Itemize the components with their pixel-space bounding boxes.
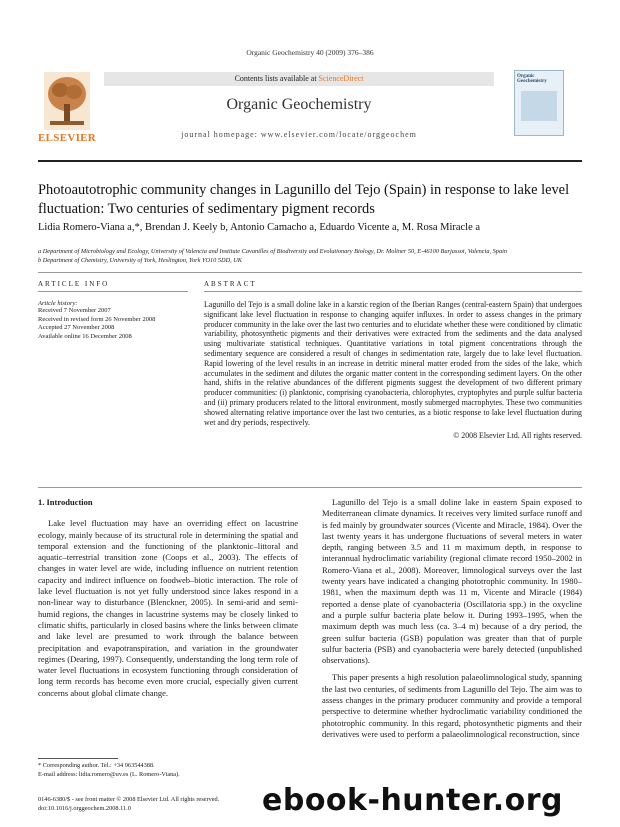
contents-bar — [104, 72, 494, 86]
footnote-rule — [38, 758, 118, 759]
affiliations — [38, 247, 588, 265]
article-info — [38, 280, 188, 341]
intro-paragraph: Lake level fluctuation may have an overriding effect on lacustrine ecology, mainly because of its structural role in determining the spatial and temporal extension and the functioning of the planktonic–littoral and aquatic–terrestrial transition zone (Coops et al., 2003). The effects of changes in water level are wide, including influence on nutrient retention capacity and indirect influence on foodweb–biotic interaction. The role of lake level fluctuation is not yet fully understood since lakes respond in a non-linear way to disturbance (Blenckner, 2005). In semi-arid and semi-humid regions, the changes in lacustrine systems may be closely linked to climatic shifts, particularly in closed basins where the links between climate and lake level are presumed to work through the balance between precipitation and evapotranspiration, and variation in the groundwater regimes (Dearing, 1997). Consequently, understanding the long term role of water level fluctuations in ecosystem functioning through consideration of long term records has become even more crucial, especially given current concerns about global climate change. — [38, 518, 298, 698]
history-received: Received 7 November 2007 — [38, 307, 111, 314]
contents-text: Contents lists available at — [234, 74, 319, 83]
article-info-rule — [38, 291, 188, 292]
journal-banner — [104, 68, 494, 154]
abstract-bottom-divider — [38, 487, 582, 488]
elsevier-logo — [38, 68, 96, 154]
abstract-rule — [204, 291, 582, 292]
cover-image — [521, 91, 557, 121]
sciencedirect-link[interactable]: ScienceDirect — [318, 74, 364, 83]
history-online: Available online 16 December 2008 — [38, 332, 132, 340]
masthead-divider — [38, 160, 582, 162]
intro-heading: 1. Introduction — [38, 497, 93, 507]
elsevier-tree-icon — [44, 72, 90, 130]
corresponding-author: * Corresponding author. Tel.: +34 963544388. — [38, 762, 155, 769]
history-heading: Article history: — [38, 300, 78, 307]
cover-title: Organic Geochemistry — [517, 74, 547, 84]
journal-cover-thumbnail — [514, 70, 564, 136]
body-right-column — [322, 497, 582, 746]
author-list: Lidia Romero-Viana a,*, Brendan J. Keely b, Antonio Camacho a, Eduardo Vicente a, M. Rosa Miracle a — [38, 222, 481, 233]
article-title: Photoautotrophic community changes in Lagunillo del Tejo (Spain) in response to lake level fluctuation: Two centuries of sedimentary pigment records — [38, 182, 570, 217]
journal-title: Organic Geochemistry — [226, 96, 372, 113]
abstract-heading: ABSTRACT — [204, 280, 257, 288]
journal-homepage[interactable]: journal homepage: www.elsevier.com/locate/orggeochem — [181, 130, 417, 139]
abstract-text: Lagunillo del Tejo is a small doline lake in a karstic region of the Iberian Ranges (central-eastern Spain) that undergoes significant lake level fluctuation in response to changing aquifer influxes. In order to assess changes in the primary producer community in the lake over the last two centuries and to elucidate whether these were conditioned by climatic variability, photosynthetic pigments and their derivatives were extracted from the sediments and the data analysed using multivariate statistical techniques. Quantitative variations in total pigment concentrations through the sedimentary sequence are considered a result of changes in sedimentation rate, largely due to lake level fluctuation. Rapid lowering of the level results in an increase in detritic mineral matter eroded from the sides of the lake, which accumulates in the sediment and dilutes the organic matter content in the corresponding sediment layers. On the other hand, shifts in the relative abundances of the different pigments suggest the development of two different primary producer communities: (i) planktonic, comprising cyanobacteria, chlorophytes, cryptophytes and purple sulfur bacteria and (ii) primary producers related to the littoral environment, mostly submerged macrophytes. These two communities showed alternating relative importance over the last two centuries, as a biotic response to lake level fluctuation during wet and dry periods, respectively. — [204, 300, 582, 427]
watermark-text: ebook-hunter.org — [262, 783, 563, 818]
journal-reference: Organic Geochemistry 40 (2009) 376–386 — [246, 48, 374, 57]
publisher-name: ELSEVIER — [38, 132, 97, 144]
article-info-heading: ARTICLE INFO — [38, 280, 110, 288]
doi-line: doi:10.1016/j.orggeochem.2008.11.0 — [38, 804, 131, 812]
copyright-notice: © 2008 Elsevier Ltd. All rights reserved. — [453, 431, 582, 441]
body-left-column — [38, 497, 298, 705]
body-paragraph: This paper presents a high resolution palaeolimnological study, spanning the last two centuries, of sediments from Lagunillo del Tejo. The aim was to assess changes in the primary producer community and provide a temporal perspective to determine whether hydroclimatic variability conditioned the phototrophic community. In this regard, photosynthetic pigments and their derivatives were used to perform a palaeolimnological reconstruction, since — [322, 672, 582, 739]
abstract-section — [204, 280, 582, 440]
history-accepted: Accepted 27 November 2008 — [38, 324, 115, 331]
journal-masthead — [38, 68, 582, 156]
affiliation-a: a Department of Microbiology and Ecology, University of Valencia and Institute Cavanilles of Biodiversity and Evolutionary Biology, Dr. Moliner 50, E-46100 Burjassot, Valencia, Spain — [38, 248, 507, 255]
affiliation-b: b Department of Chemistry, University of York, Heslington, York YO10 5DD, UK — [38, 257, 243, 264]
body-paragraph: Lagunillo del Tejo is a small doline lake in eastern Spain exposed to Mediterranean climate dynamics. It receives very limited surface runoff and is fed mainly by groundwater sources (Vicente and Miracle, 1984). Over the last twenty years it has undergone fluctuations of several meters in water depth, ranging between 3.5 and 11 m maximum depth, in response to interannual hydroclimatic variability (regional climate record 1950–2002 in Romero-Viana et al., 2008). Moreover, limnological surveys over the last twenty years have indicated a changing phototrophic community. In 1980–1981, when the maximum depth was 11 m, Vicente and Miracle (1984) reported a dense plate of cyanobacteria (Oscillatoria spp.) in the oxycline and a purple sulfur bacteria plate below it. During 1993–1995, when the maximum depth was much less (ca. 3–4 m) because of a dry period, the green sulfur bacteria (GSB) population was greater than that of purple sulfur bacteria (PSB) and cyanobacteria were barely detected (unpublished observations). — [322, 497, 582, 666]
footnote — [38, 762, 298, 779]
history-revised: Received in revised form 26 November 2008 — [38, 315, 156, 323]
front-matter-line: 0146-6380/$ - see front matter © 2008 Elsevier Ltd. All rights reserved. — [38, 796, 220, 803]
author-email: E-mail address: lidia.romero@uv.es (L. Romero-Viana). — [38, 770, 180, 778]
header-divider — [38, 272, 582, 273]
